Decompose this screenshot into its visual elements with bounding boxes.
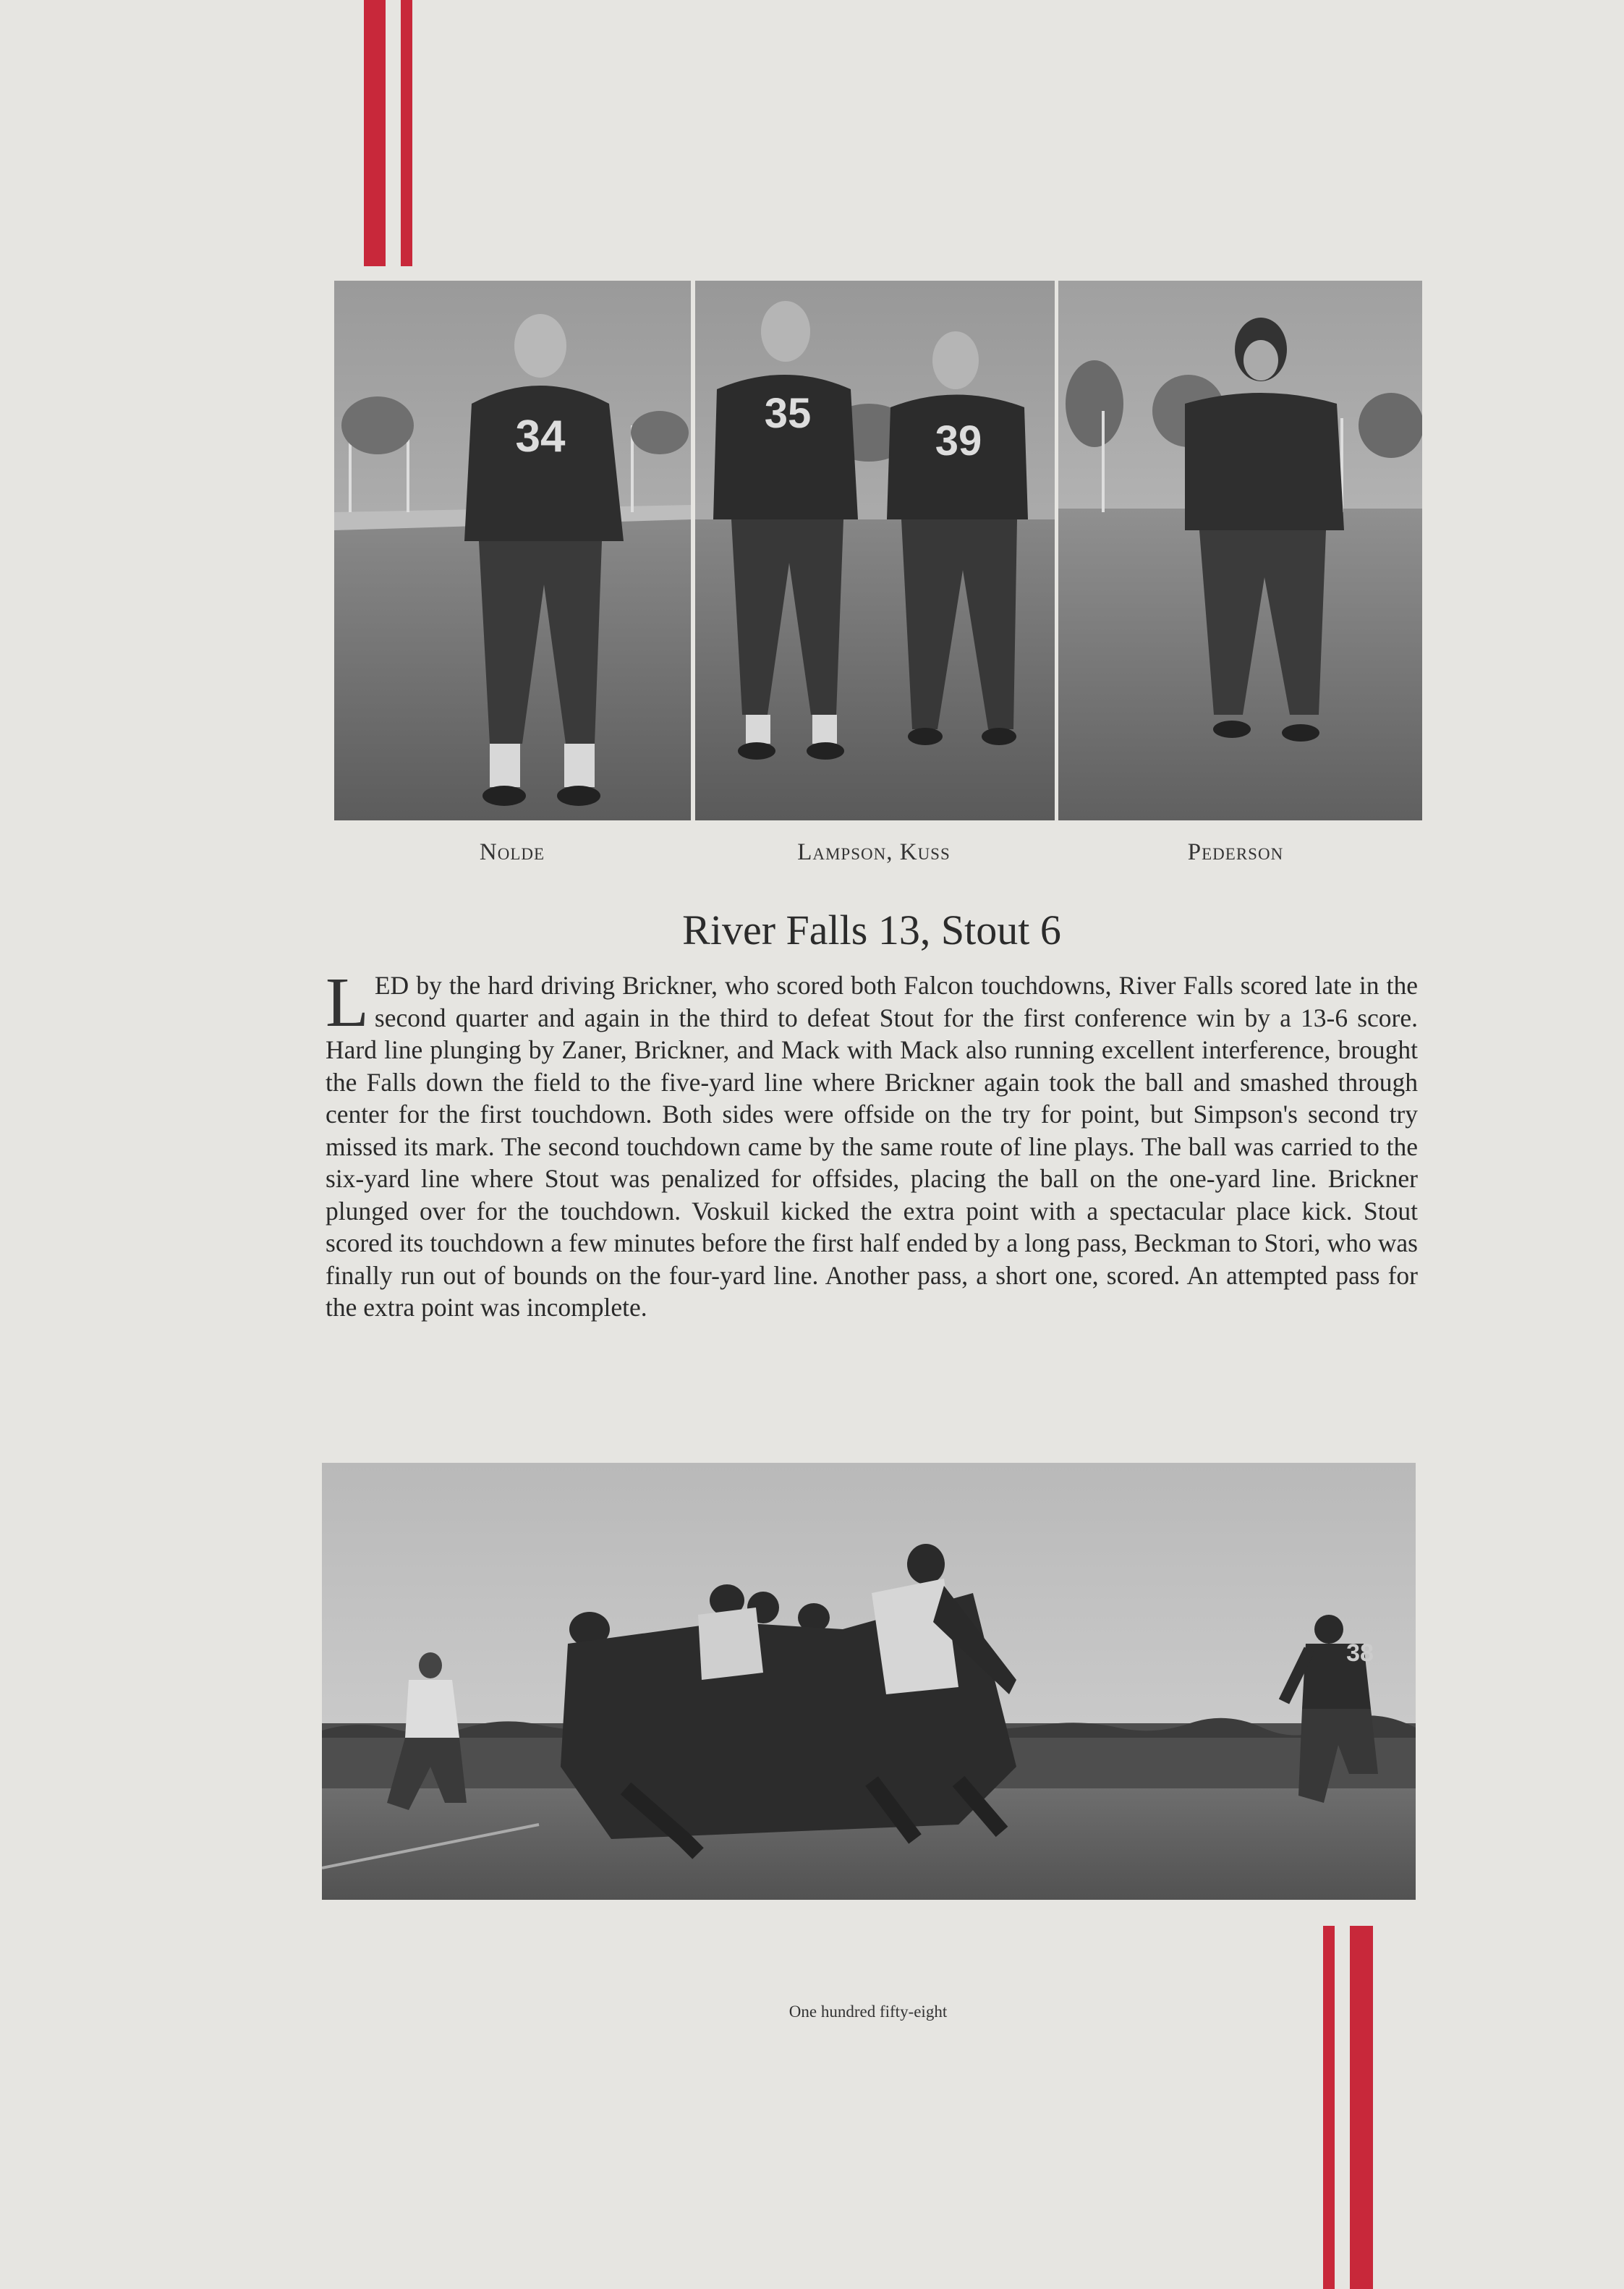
jersey-number-35: 35	[764, 390, 812, 437]
caption-lampson-kuss: Lampson, Kuss	[797, 839, 951, 865]
red-bar-bottom-right-1	[1323, 1926, 1335, 2289]
caption-nolde: Nolde	[479, 839, 545, 865]
jersey-number-34: 34	[515, 412, 566, 462]
red-bar-bottom-right-2	[1350, 1926, 1373, 2289]
drop-cap: L	[326, 964, 369, 1042]
pederson-photo	[1058, 281, 1422, 820]
red-bar-top-left-1	[364, 0, 386, 266]
red-bar-top-left-2	[401, 0, 412, 266]
game-action-photo	[322, 1463, 1416, 1900]
article-title: River Falls 13, Stout 6	[682, 906, 1061, 954]
page-number: One hundred fifty-eight	[788, 2003, 948, 2021]
caption-pederson: Pederson	[1187, 839, 1284, 865]
jersey-number-38: 38	[1346, 1639, 1374, 1667]
nolde-photo	[334, 281, 691, 820]
jersey-number-39: 39	[935, 417, 982, 464]
lampson-kuss-photo	[695, 281, 1055, 820]
article-body	[326, 964, 1418, 1324]
article-text: ED by the hard driving Brickner, who scored both Falcon touchdowns, River Falls scored late in the second quarter and again in the third to defeat Stout for the first conference win by a 13-6 score. Hard line plunging by Zaner, Brickner, and Mack with Mack also running excellent interference, brought the Falls down the field to the five-yard line where Brickner again took the ball and smashed through center for the first touchdown. Both sides were offside on the try for point, but Simpson's second try missed its mark. The second touchdown came by the same route of line plays. The ball was carried to the six-yard line where Stout was penalized for offsides, placing the ball on the one-yard line. Brickner plunged over for the touchdown. Voskuil kicked the extra point with a spectacular place kick. Stout scored its touchdown a few minutes before the first half ended by a long pass, Beckman to Stori, who was finally run out of bounds on the four-yard line. Another pass, a short one, scored. An attempted pass for the extra point was incomplete.	[326, 971, 1418, 1322]
